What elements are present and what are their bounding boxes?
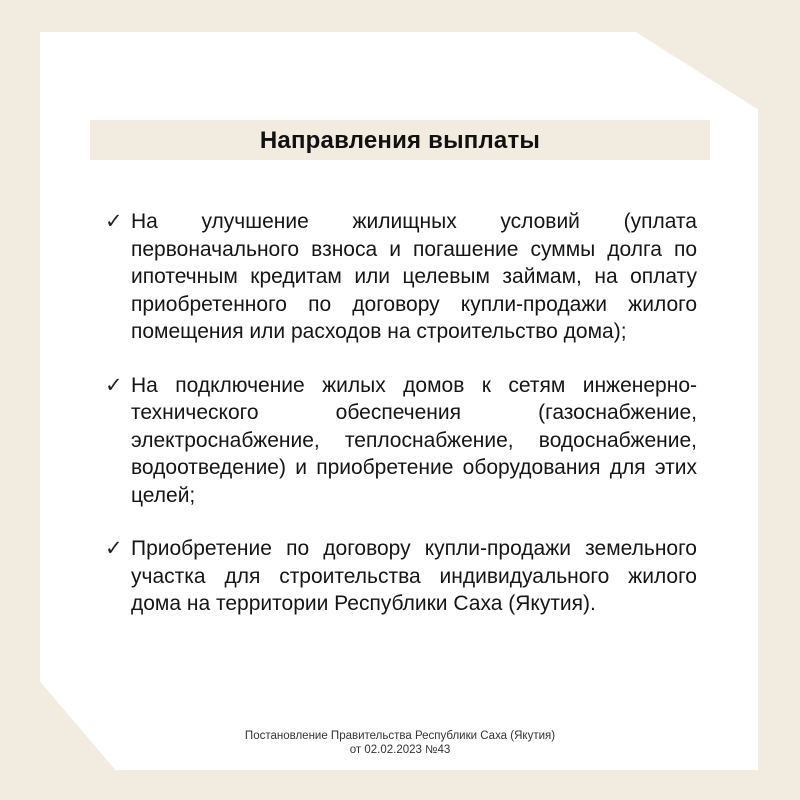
list-item — [105, 535, 697, 618]
checkmark-icon: ✓ — [105, 210, 123, 233]
checkmark-icon: ✓ — [105, 537, 123, 560]
title-bar — [90, 120, 710, 160]
payment-directions-list — [105, 208, 697, 644]
page-title: Направления выплаты — [259, 127, 541, 154]
list-item — [105, 372, 697, 510]
list-item — [105, 208, 697, 346]
list-item-text: Приобретение по договору купли-продажи земельного участка для строительства индивидуального жилого дома на территории Республики Саха (Якутия). — [131, 537, 697, 615]
list-item-text: На улучшение жилищных условий (уплата первоначального взноса и погашение суммы долга по ипотечным кредитам или целевым займам, на оплату приобретенного по договору купли-продажи жилого помещения или расходов на строительство дома); — [131, 210, 697, 343]
footnote-line-2: от 02.02.2023 №43 — [349, 744, 451, 756]
checkmark-icon: ✓ — [105, 373, 123, 397]
footnote-line-1: Постановление Правительства Республики Саха (Якутия) — [244, 730, 556, 742]
source-footnote — [180, 729, 620, 757]
list-item-text: На подключение жилых домов к сетям инженерно-технического обеспечения (газоснабжение, электроснабжение, теплоснабжение, водоснабжение, водоотведение) и приобретение оборудования для этих целей; — [131, 373, 697, 507]
